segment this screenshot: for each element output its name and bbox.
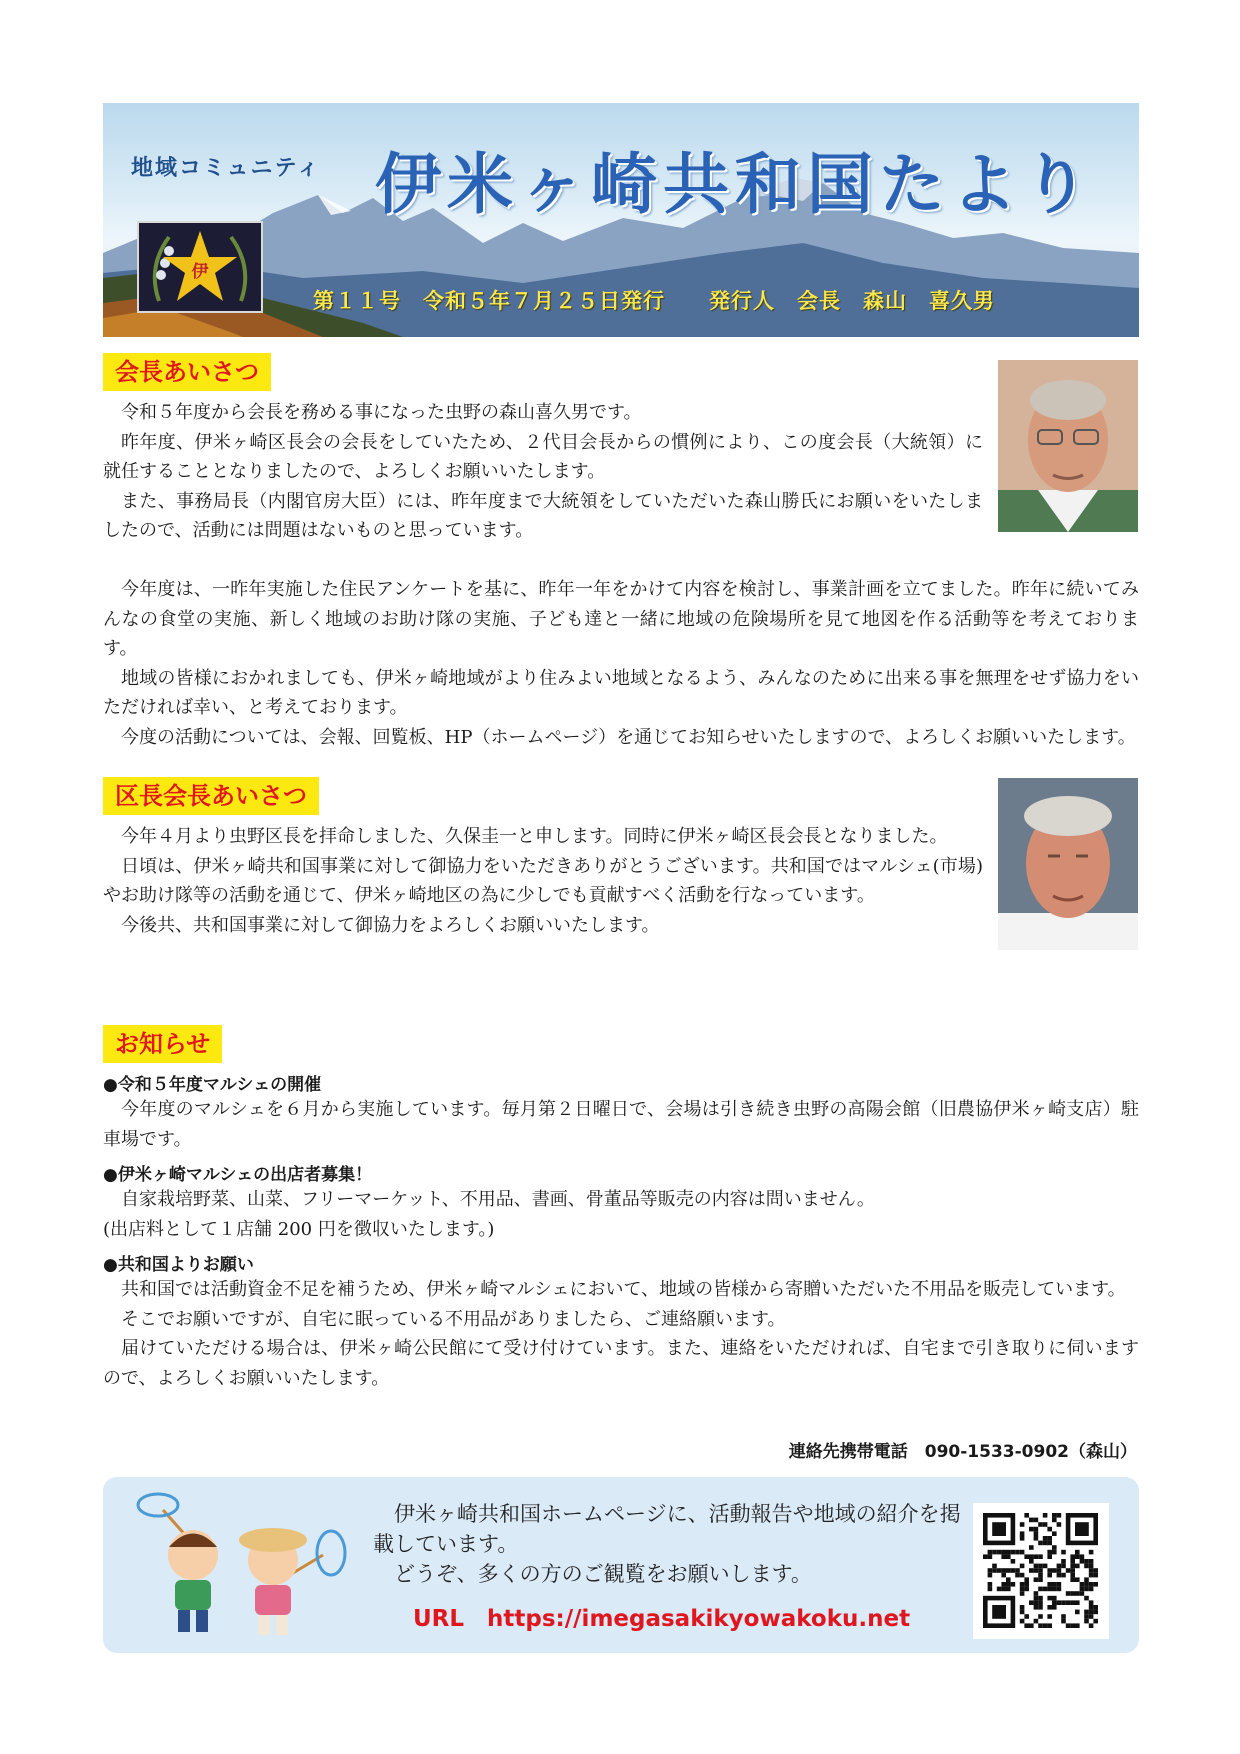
homepage-text-line: どうぞ、多くの方のご観覧をお願いします。	[394, 1562, 812, 1586]
homepage-url-link[interactable]: URL https://imegasakikyowakoku.net	[413, 1606, 911, 1632]
header-banner	[103, 103, 1139, 337]
banner-subtitle: 地域コミュニティ	[131, 156, 321, 181]
qr-code[interactable]	[973, 1503, 1109, 1639]
president-text-top	[103, 398, 983, 546]
president-paragraph: 今度の活動については、会報、回覧板、HP（ホームページ）を通じてお知らせいたしますので、よろしくお願いいたします。	[121, 726, 1136, 748]
ward-chief-paragraph: 今年４月より虫野区長を拝命しました、久保圭一と申します。同時に伊米ヶ崎区長会長となりました。	[121, 826, 948, 847]
notice-line: 共和国では活動資金不足を補うため、伊米ヶ崎マルシェにおいて、地域の皆様から寄贈いただいた不用品を販売しています。	[121, 1279, 1126, 1300]
president-text-bottom	[103, 575, 1139, 752]
notice-line: 自家栽培野菜、山菜、フリーマーケット、不用品、書画、骨董品等販売の内容は問いません。	[121, 1189, 875, 1210]
issue-line: 第１１号 令和５年７月２５日発行 発行人 会長 森山 喜久男	[313, 289, 995, 313]
notice-body	[103, 1275, 1139, 1393]
president-paragraph: また、事務局長（内閣官房大臣）には、昨年度まで大統領をしていただいた森山勝氏にお願いをいたしましたので、活動には問題はないものと思っています。	[103, 490, 983, 541]
president-paragraph: 昨年度、伊米ヶ崎区長会の会長をしていたため、２代目会長からの慣例により、この度会長（大統領）に就任することとなりましたので、よろしくお願いいたします。	[103, 431, 983, 482]
contact-phone: 連絡先携帯電話 090-1533-0902（森山）	[788, 1442, 1137, 1462]
emblem-logo	[137, 221, 263, 313]
homepage-text-line: 伊米ヶ崎共和国ホームページに、活動報告や地域の紹介を掲載しています。	[373, 1502, 961, 1556]
notice-title: ●伊米ヶ崎マルシェの出店者募集！	[103, 1165, 373, 1185]
homepage-description	[373, 1499, 973, 1589]
ward-chief-paragraph: 今後共、共和国事業に対して御協力をよろしくお願いいたします。	[121, 914, 660, 936]
notice-body	[103, 1095, 1139, 1154]
section-heading-president: 会長あいさつ	[103, 353, 271, 391]
ward-chief-text	[103, 822, 983, 940]
notice-line: 今年度のマルシェを６月から実施しています。毎月第２日曜日で、会場は引き続き虫野の高陽会館（旧農協伊米ヶ崎支店）駐車場です。	[103, 1099, 1139, 1150]
ward-chief-photo	[998, 778, 1138, 950]
homepage-box	[103, 1477, 1139, 1653]
notice-line: (出店料として１店舗 200 円を徴収いたします。)	[103, 1218, 495, 1240]
banner-title: 伊米ヶ崎共和国たより	[375, 146, 1095, 223]
president-paragraph: 令和５年度から会長を務める事になった虫野の森山喜久男です。	[121, 402, 642, 423]
notice-line: そこでお願いですが、自宅に眠っている不用品がありましたら、ご連絡願います。	[121, 1308, 786, 1330]
section-heading-ward-chief: 区長会長あいさつ	[103, 777, 319, 815]
notice-body	[103, 1185, 1139, 1244]
president-photo	[998, 360, 1138, 532]
president-paragraph: 今年度は、一昨年実施した住民アンケートを基に、昨年一年をかけて内容を検討し、事業計画を立てました。昨年に続いてみんなの食堂の実施、新しく地域のお助け隊の実施、子ども達と一緒に地域の危険場所を見て地図を作る活動等を考えております。	[103, 579, 1139, 659]
notice-line: 届けていただける場合は、伊米ヶ崎公民館にて受け付けています。また、連絡をいただければ、自宅まで引き取りに伺いますので、よろしくお願いいたします。	[103, 1338, 1139, 1389]
ward-chief-paragraph: 日頃は、伊米ヶ崎共和国事業に対して御協力をいただきありがとうございます。共和国ではマルシェ(市場)やお助け隊等の活動を通じて、伊米ヶ崎地区の為に少しでも貢献すべく活動を行なっています。	[103, 855, 983, 906]
president-paragraph: 地域の皆様におかれましても、伊米ヶ崎地域がより住みよい地域となるよう、みんなのために出来る事を無理をせず協力をいただければ幸い、と考えております。	[103, 667, 1139, 718]
notice-title: ●令和５年度マルシェの開催	[103, 1075, 322, 1095]
children-illustration	[123, 1485, 353, 1650]
svg-text:伊: 伊	[191, 262, 209, 282]
section-heading-notices: お知らせ	[103, 1025, 222, 1063]
notice-title: ●共和国よりお願い	[103, 1255, 254, 1275]
